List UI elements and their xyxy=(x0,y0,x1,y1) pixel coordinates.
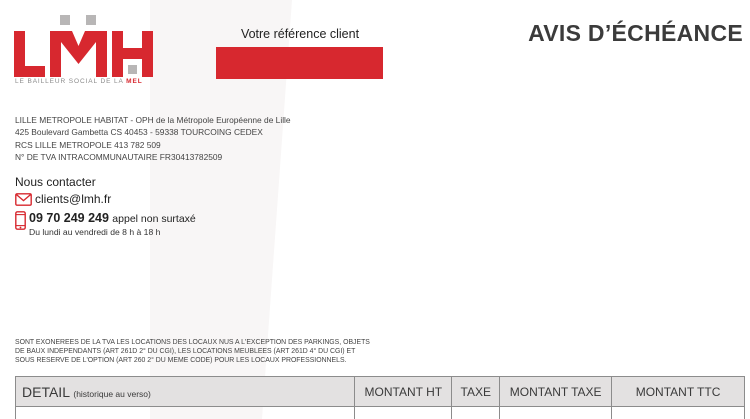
table-cell xyxy=(500,407,612,419)
company-rcs: RCS LILLE METROPOLE 413 782 509 xyxy=(15,139,161,150)
column-header-detail-label: DETAIL xyxy=(22,383,70,400)
table-header-row xyxy=(16,377,745,407)
table-row xyxy=(16,407,745,419)
logo-tagline-text: LE BAILLEUR SOCIAL DE LA xyxy=(15,78,124,85)
contact-phone-number[interactable]: 09 70 249 249 xyxy=(29,211,109,225)
contact-hours: Du lundi au vendredi de 8 h à 18 h xyxy=(29,227,161,237)
contact-title: Nous contacter xyxy=(15,175,96,189)
column-header-montant-ht: MONTANT HT xyxy=(355,377,452,407)
company-info xyxy=(15,114,291,163)
column-header-taxe: TAXE xyxy=(452,377,500,407)
reference-label: Votre référence client xyxy=(240,27,360,41)
detail-table xyxy=(15,376,745,419)
tva-notice-line: DE BAUX INDEPENDANTS (ART 261D 2° DU CGI), LES LOCATIONS MEUBLEES (ART 261D 4° DU CGI) ET xyxy=(15,348,356,356)
contact-phone-note: appel non surtaxé xyxy=(112,213,196,225)
column-header-detail xyxy=(16,377,355,407)
column-header-montant-ttc: MONTANT TTC xyxy=(612,377,745,407)
company-name: LILLE METROPOLE HABITAT - OPH de la Métropole Européenne de Lille xyxy=(15,115,291,125)
company-vat-number: N° DE TVA INTRACOMMUNAUTAIRE FR30413782509 xyxy=(15,151,223,162)
table-cell xyxy=(16,407,355,419)
table-cell xyxy=(612,407,745,419)
mobile-phone-icon xyxy=(15,211,26,230)
logo-tagline xyxy=(15,78,143,85)
tva-notice-line: SONT EXONEREES DE LA TVA LES LOCATIONS DES LOCAUX NUS A L'EXCEPTION DES PARKINGS, OBJETS xyxy=(15,339,370,346)
document-title: AVIS D’ÉCHÉANCE xyxy=(528,20,743,46)
lmh-logo xyxy=(14,14,156,88)
tva-notice-line: SOUS RESERVE DE L'OPTION (ART 260 2° DU MEME CODE) POUR LES LOCAUX PROFESSIONNELS. xyxy=(15,357,347,365)
company-address: 425 Boulevard Gambetta CS 40453 - 59338 TOURCOING CEDEX xyxy=(15,127,263,138)
contact-email-link[interactable]: clients@lmh.fr xyxy=(35,192,112,206)
table-cell xyxy=(452,407,500,419)
table-cell xyxy=(355,407,452,419)
logo-tagline-highlight: MEL xyxy=(126,78,143,85)
contact-phone-row xyxy=(15,211,196,237)
column-header-detail-note: (historique au verso) xyxy=(73,388,151,399)
reference-value-box xyxy=(216,47,383,79)
column-header-montant-taxe: MONTANT TAXE xyxy=(500,377,612,407)
tva-exemption-notice xyxy=(15,338,395,365)
contact-email-row xyxy=(15,191,111,207)
envelope-icon xyxy=(15,193,32,206)
